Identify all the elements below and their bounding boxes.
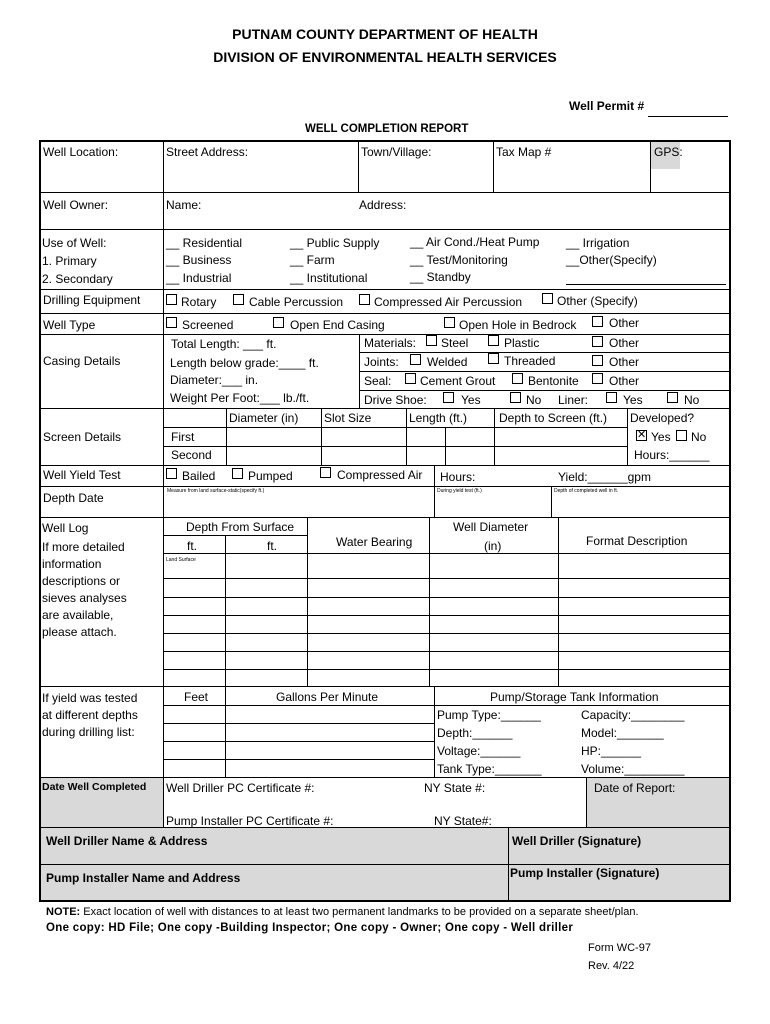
- divider: [39, 313, 730, 314]
- pump-storage-header: Pump/Storage Tank Information: [490, 690, 659, 704]
- cell-line: [494, 408, 495, 465]
- use-public-supply[interactable]: __ Public Supply: [290, 236, 380, 250]
- materials-other-checkbox[interactable]: [592, 336, 603, 347]
- divider: [39, 229, 730, 230]
- steel-checkbox[interactable]: [426, 335, 437, 346]
- well-owner-label: Well Owner:: [43, 198, 109, 212]
- divider: [39, 827, 730, 828]
- materials-label: Materials:: [364, 336, 417, 350]
- cell-line: [359, 352, 730, 353]
- drilling-other-checkbox[interactable]: [542, 293, 553, 304]
- drive-shoe-yes-label: Yes: [461, 393, 481, 407]
- joints-other-checkbox[interactable]: [592, 355, 603, 366]
- town-village-label: Town/Village:: [361, 145, 432, 159]
- pump-voltage[interactable]: Voltage:______: [437, 744, 521, 758]
- welded-label: Welded: [427, 355, 468, 369]
- report-title: WELL COMPLETION REPORT: [305, 123, 469, 135]
- driller-ny-state[interactable]: NY State #:: [424, 781, 486, 795]
- cell-line: [445, 427, 446, 465]
- screen-diameter-header: Diameter (in): [229, 411, 299, 425]
- screened-label: Screened: [182, 318, 234, 332]
- frame-bottom: [39, 900, 731, 902]
- cell-line: [358, 140, 359, 193]
- frame-top: [39, 140, 730, 142]
- tank-capacity[interactable]: Capacity:________: [581, 708, 685, 722]
- use-business[interactable]: __ Business: [166, 253, 232, 267]
- use-institutional[interactable]: __ Institutional: [290, 271, 368, 285]
- use-irrigation[interactable]: __ Irrigation: [566, 236, 630, 250]
- liner-no-label: No: [684, 393, 700, 407]
- use-primary[interactable]: 1. Primary: [42, 254, 97, 268]
- installer-certificate[interactable]: Pump Installer PC Certificate #:: [166, 814, 334, 828]
- cell-line: [650, 140, 651, 193]
- cell-line: [225, 535, 226, 687]
- feet-header: Feet: [184, 690, 209, 704]
- yield-depths-note-2: at different depths: [42, 708, 138, 722]
- depth-to-screen-header: Depth to Screen (ft.): [499, 411, 608, 425]
- yield-gpm[interactable]: Yield:______gpm: [558, 470, 651, 484]
- cell-line: [307, 517, 308, 687]
- bentonite-checkbox[interactable]: [512, 373, 523, 384]
- well-type-other-label: Other: [609, 316, 640, 330]
- liner-no-checkbox[interactable]: [667, 392, 678, 403]
- weight-per-foot[interactable]: Weight Per Foot:___ lb./ft.: [170, 391, 310, 405]
- casing-diameter[interactable]: Diameter:___ in.: [170, 373, 259, 387]
- bentonite-label: Bentonite: [528, 374, 579, 388]
- depth-date-label: Depth Date: [43, 491, 104, 505]
- cell-line: [163, 633, 730, 634]
- pumped-label: Pumped: [248, 469, 293, 483]
- open-hole-bedrock-checkbox[interactable]: [444, 317, 455, 328]
- cable-percussion-checkbox[interactable]: [233, 294, 244, 305]
- drive-shoe-yes-checkbox[interactable]: [443, 392, 454, 403]
- divider: [39, 334, 730, 335]
- rotary-label: Rotary: [181, 295, 217, 309]
- use-farm[interactable]: __ Farm: [290, 253, 335, 267]
- seal-label: Seal:: [364, 374, 392, 388]
- developed-no-checkbox[interactable]: [676, 430, 687, 441]
- divider: [39, 465, 730, 466]
- cell-line: [163, 651, 730, 652]
- cell-line: [163, 427, 627, 428]
- cell-line: [586, 777, 587, 827]
- drive-shoe-label: Drive Shoe:: [364, 393, 427, 407]
- land-surface-note: Land Surface: [166, 557, 196, 563]
- threaded-checkbox[interactable]: [488, 353, 499, 364]
- divider: [39, 517, 730, 518]
- divider: [39, 686, 730, 687]
- seal-other-checkbox[interactable]: [592, 373, 603, 384]
- cell-line: [163, 759, 435, 760]
- driller-name-address[interactable]: Well Driller Name & Address: [46, 834, 208, 848]
- cell-line: [163, 446, 627, 447]
- label-column-line: [163, 140, 164, 828]
- cell-line: [359, 371, 730, 372]
- open-hole-bedrock-label: Open Hole in Bedrock: [459, 318, 577, 332]
- drilling-equipment-label: Drilling Equipment: [43, 293, 141, 307]
- cell-line: [434, 465, 435, 517]
- use-test-monitoring[interactable]: __ Test/Monitoring: [410, 253, 508, 267]
- well-permit-label: Well Permit #: [569, 99, 645, 113]
- format-description-header: Format Description: [586, 534, 688, 548]
- well-log-note-6: please attach.: [42, 625, 117, 639]
- well-log-note-3: descriptions or: [42, 574, 121, 588]
- cell-line: [163, 615, 730, 616]
- cell-line: [434, 686, 435, 777]
- form-revision: Rev. 4/22: [588, 960, 635, 972]
- bailed-checkbox[interactable]: [166, 468, 177, 479]
- cell-line: [508, 827, 509, 901]
- department-title: PUTNAM COUNTY DEPARTMENT OF HEALTH: [232, 26, 538, 42]
- pump-hp[interactable]: HP:______: [581, 744, 642, 758]
- liner-label: Liner:: [558, 393, 589, 407]
- well-permit-field[interactable]: [648, 116, 728, 117]
- cell-line: [406, 408, 407, 465]
- drive-shoe-no-checkbox[interactable]: [510, 392, 521, 403]
- materials-other-label: Other: [609, 336, 640, 350]
- well-log-note-2: information: [42, 557, 102, 571]
- water-bearing-header: Water Bearing: [336, 535, 413, 549]
- installer-ny-state[interactable]: NY State#:: [434, 814, 492, 828]
- developed-yes-label: Yes: [651, 430, 671, 444]
- installer-signature[interactable]: Pump Installer (Signature): [510, 866, 660, 880]
- use-standby[interactable]: __ Standby: [410, 270, 471, 284]
- pump-depth[interactable]: Depth:______: [437, 726, 513, 740]
- well-location-label: Well Location:: [43, 145, 119, 159]
- cell-line: [627, 408, 628, 465]
- well-log-label: Well Log: [42, 521, 89, 535]
- tax-map-label: Tax Map #: [496, 145, 552, 159]
- liner-yes-checkbox[interactable]: [606, 392, 617, 403]
- well-diameter-header: Well Diameter: [453, 520, 529, 534]
- use-residential[interactable]: __ Residential: [166, 236, 243, 250]
- seal-other-label: Other: [609, 374, 640, 388]
- owner-address-label: Address:: [359, 198, 407, 212]
- note-text: Exact location of well with distances to at least two permanent landmarks to be provided on a separate sheet/plan.: [80, 906, 639, 918]
- threaded-label: Threaded: [504, 354, 556, 368]
- tank-type[interactable]: Tank Type:_______: [437, 762, 542, 776]
- total-length[interactable]: Total Length: ___ ft.: [171, 337, 277, 351]
- cell-line: [163, 705, 730, 706]
- cell-line: [551, 486, 552, 517]
- depth-from-surface-header: Depth From Surface: [186, 520, 295, 534]
- depth-ft-to: ft.: [267, 539, 278, 553]
- cement-grout-label: Cement Grout: [420, 374, 496, 388]
- note-label: NOTE:: [46, 906, 81, 918]
- developed-no-label: No: [691, 430, 707, 444]
- cell-line: [321, 408, 322, 465]
- pumped-checkbox[interactable]: [232, 468, 243, 479]
- well-yield-test-label: Well Yield Test: [43, 468, 121, 482]
- well-log-note-1: If more detailed: [42, 540, 125, 554]
- frame-left: [39, 140, 41, 902]
- yield-depths-note-1: If yield was tested: [42, 691, 138, 705]
- driller-certificate[interactable]: Well Driller PC Certificate #:: [166, 781, 315, 795]
- static-depth-note: Measure from land surface-static(specify ft.): [167, 488, 265, 494]
- date-well-completed-label: Date Well Completed: [42, 781, 147, 793]
- compressed-air-label: Compressed Air: [337, 468, 423, 482]
- plastic-checkbox[interactable]: [488, 335, 499, 346]
- yield-depths-note-3: during drilling list:: [42, 725, 135, 739]
- divider: [39, 289, 730, 290]
- bailed-label: Bailed: [182, 469, 216, 483]
- installer-name-address[interactable]: Pump Installer Name and Address: [46, 871, 241, 885]
- use-other-field[interactable]: [566, 284, 726, 285]
- cell-line: [225, 686, 226, 777]
- drilling-other-label: Other (Specify): [557, 294, 638, 308]
- form-number: Form WC-97: [588, 942, 651, 954]
- cell-line: [226, 408, 227, 465]
- well-diameter-unit: (in): [484, 539, 502, 553]
- cell-line: [163, 669, 730, 670]
- copies-distribution: One copy: HD File; One copy -Building Inspector; One copy - Owner; One copy - Well driller: [46, 922, 574, 934]
- screened-checkbox[interactable]: [166, 317, 177, 328]
- cell-line: [163, 597, 730, 598]
- slot-size-header: Slot Size: [324, 411, 372, 425]
- cell-line: [163, 741, 435, 742]
- completed-depth-note: Depth of completed well in ft.: [554, 488, 619, 494]
- driller-signature[interactable]: Well Driller (Signature): [512, 834, 642, 848]
- use-other[interactable]: __Other(Specify): [566, 253, 657, 267]
- well-type-other-checkbox[interactable]: [592, 316, 603, 327]
- liner-yes-label: Yes: [623, 393, 643, 407]
- gps-label: GPS:: [654, 145, 683, 159]
- use-of-well-label: Use of Well:: [42, 236, 107, 250]
- division-title: DIVISION OF ENVIRONMENTAL HEALTH SERVICES: [213, 49, 557, 65]
- plastic-label: Plastic: [504, 336, 540, 350]
- developed-yes-checkbox[interactable]: ✕: [637, 429, 647, 441]
- tank-volume[interactable]: Volume:_________: [581, 762, 685, 776]
- compressed-air-percussion-checkbox[interactable]: [359, 294, 370, 305]
- rotary-checkbox[interactable]: [166, 294, 177, 305]
- yield-test-depth-note: During yield test (ft.): [437, 488, 482, 494]
- screen-first-label: First: [171, 430, 195, 444]
- casing-details-label: Casing Details: [43, 354, 121, 368]
- cell-line: [163, 723, 435, 724]
- divider: [39, 777, 730, 778]
- welded-checkbox[interactable]: [410, 354, 421, 365]
- drive-shoe-no-label: No: [526, 393, 542, 407]
- cell-line: [429, 517, 430, 687]
- street-address-label: Street Address:: [166, 145, 249, 159]
- screen-details-label: Screen Details: [43, 430, 122, 444]
- use-secondary[interactable]: 2. Secondary: [42, 272, 113, 286]
- date-of-report[interactable]: Date of Report:: [594, 781, 676, 795]
- use-industrial[interactable]: __ Industrial: [166, 271, 232, 285]
- compressed-air-percussion-label: Compressed Air Percussion: [374, 295, 523, 309]
- depth-ft-from: ft.: [187, 539, 198, 553]
- open-end-casing-checkbox[interactable]: [273, 317, 284, 328]
- steel-label: Steel: [441, 336, 469, 350]
- divider: [39, 486, 730, 487]
- yield-hours-label: Hours:: [440, 470, 476, 484]
- open-end-casing-label: Open End Casing: [290, 318, 385, 332]
- length-below-grade[interactable]: Length below grade:____ ft.: [170, 356, 319, 370]
- pump-model[interactable]: Model:_______: [581, 726, 664, 740]
- developed-label: Developed?: [630, 411, 695, 425]
- cell-line: [359, 390, 730, 391]
- well-log-note-5: are available,: [42, 608, 114, 622]
- pump-type[interactable]: Pump Type:______: [437, 708, 541, 722]
- screen-second-label: Second: [171, 448, 212, 462]
- developed-hours[interactable]: Hours:______: [634, 448, 710, 462]
- screen-length-header: Length (ft.): [409, 411, 468, 425]
- divider: [39, 192, 730, 193]
- owner-name-label: Name:: [166, 198, 202, 212]
- use-air-cond[interactable]: __ Air Cond./Heat Pump: [410, 235, 540, 249]
- cell-line: [163, 578, 730, 579]
- footer-note: [46, 906, 639, 918]
- cell-line: [558, 517, 559, 687]
- cement-grout-checkbox[interactable]: [405, 373, 416, 384]
- joints-label: Joints:: [364, 355, 399, 369]
- well-log-note-4: sieves analyses: [42, 591, 127, 605]
- cell-line: [163, 535, 307, 536]
- cell-line: [493, 140, 494, 193]
- well-type-label: Well Type: [43, 318, 96, 332]
- frame-right: [729, 140, 731, 902]
- cell-line: [163, 553, 730, 554]
- joints-other-label: Other: [609, 355, 640, 369]
- divider: [39, 864, 730, 865]
- gallons-per-minute-header: Gallons Per Minute: [276, 690, 379, 704]
- compressed-air-checkbox[interactable]: [320, 467, 331, 478]
- cable-percussion-label: Cable Percussion: [249, 295, 344, 309]
